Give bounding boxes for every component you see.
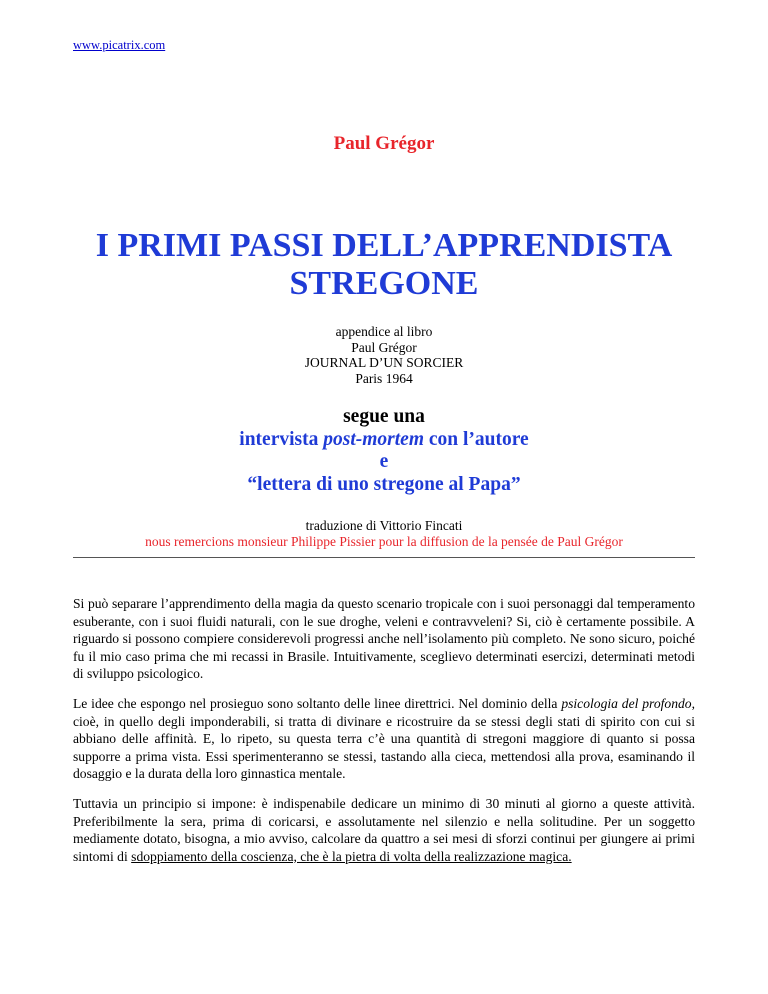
paragraph-2-start: Le idee che espongo nel prosieguo sono soltanto delle linee direttrici. Nel dominio della — [73, 696, 562, 711]
sequel-line-4: “lettera di uno stregone al Papa” — [247, 473, 521, 495]
appendix-block — [0, 324, 768, 386]
appendix-line-4: Paris 1964 — [355, 370, 413, 386]
appendix-line-2: Paul Grégor — [351, 339, 417, 355]
paragraph-2-italic: psicologia del profondo — [561, 696, 692, 711]
document-title — [0, 227, 768, 303]
site-link[interactable]: www.picatrix.com — [73, 38, 166, 52]
sequel-line-3: e — [379, 451, 389, 472]
appendix-line-3: JOURNAL D’UN SORCIER — [304, 355, 464, 370]
sequel-block — [0, 406, 768, 496]
paragraph-2-end: , cioè, in quello degli imponderabili, si tratta di divinare e ricostruire da se stessi degli stati di spirito con cui si abbiano delle affinità. E, lo ripeto, su questa terra c’è una quantità di stregoni maggiore di quanto si possa supporre a prima vista. Essi sperimenteranno se stessi, tastando alla cieca, mettendosi alla prova, esaminando il dosaggio e la durata della loro ginnastica mentale. — [73, 696, 695, 781]
paragraph-2 — [73, 695, 695, 783]
sequel-line-2 — [0, 429, 768, 452]
title-line-2: STREGONE — [289, 265, 479, 302]
body-text — [73, 595, 695, 878]
title-line-1: I PRIMI PASSI DELL’APPRENDISTA — [95, 227, 673, 264]
appendix-line-1: appendice al libro — [335, 324, 433, 339]
paragraph-3-underlined: sdoppiamento della coscienza, che è la pietra di volta della realizzazione magica. — [131, 848, 572, 864]
paragraph-3-start: Tuttavia un principio si impone: è indispenabile dedicare un minimo di 30 minuti al giorno a queste attività. Preferibilmente la sera, prima di coricarsi, e assolutamente nel silenzio e nella solitudine. Per un soggetto mediamente dotato, bisogna, a mio avviso, calcolare da quattro a sei mesi di sforzi continui per giungere ai primi sintomi di — [73, 796, 695, 864]
sequel-line-1: segue una — [343, 406, 425, 427]
paragraph-3 — [73, 795, 695, 865]
paragraph-1: Si può separare l’apprendimento della magia da questo scenario tropicale con i suoi personaggi dal temperamento esuberante, con i suoi fluidi naturali, con le sue droghe, veleni e contravveleni? Si, ciò è certamente possibile. A riguardo si possono compiere considerevoli progressi anche nell’isolamento più completo. Ne sono sicuro, poiché fu il mio caso prima che mi recassi in Brasile. Intuitivamente, sceglievo determinati esercizi, determinati metodi di sviluppo psicologico. — [73, 596, 695, 681]
sequel-line-2-end: con l’autore — [423, 428, 529, 450]
sequel-line-2-italic: post-mortem — [323, 428, 424, 450]
translation-credit: traduzione di Vittorio Fincati — [305, 518, 463, 533]
horizontal-divider — [73, 557, 695, 558]
author-name: Paul Grégor — [333, 133, 435, 154]
translation-block — [0, 518, 768, 550]
sequel-line-2-start: intervista — [239, 428, 324, 450]
translation-thanks: nous remercions monsieur Philippe Pissier pour la diffusion de la pensée de Paul Grégor — [145, 534, 623, 549]
